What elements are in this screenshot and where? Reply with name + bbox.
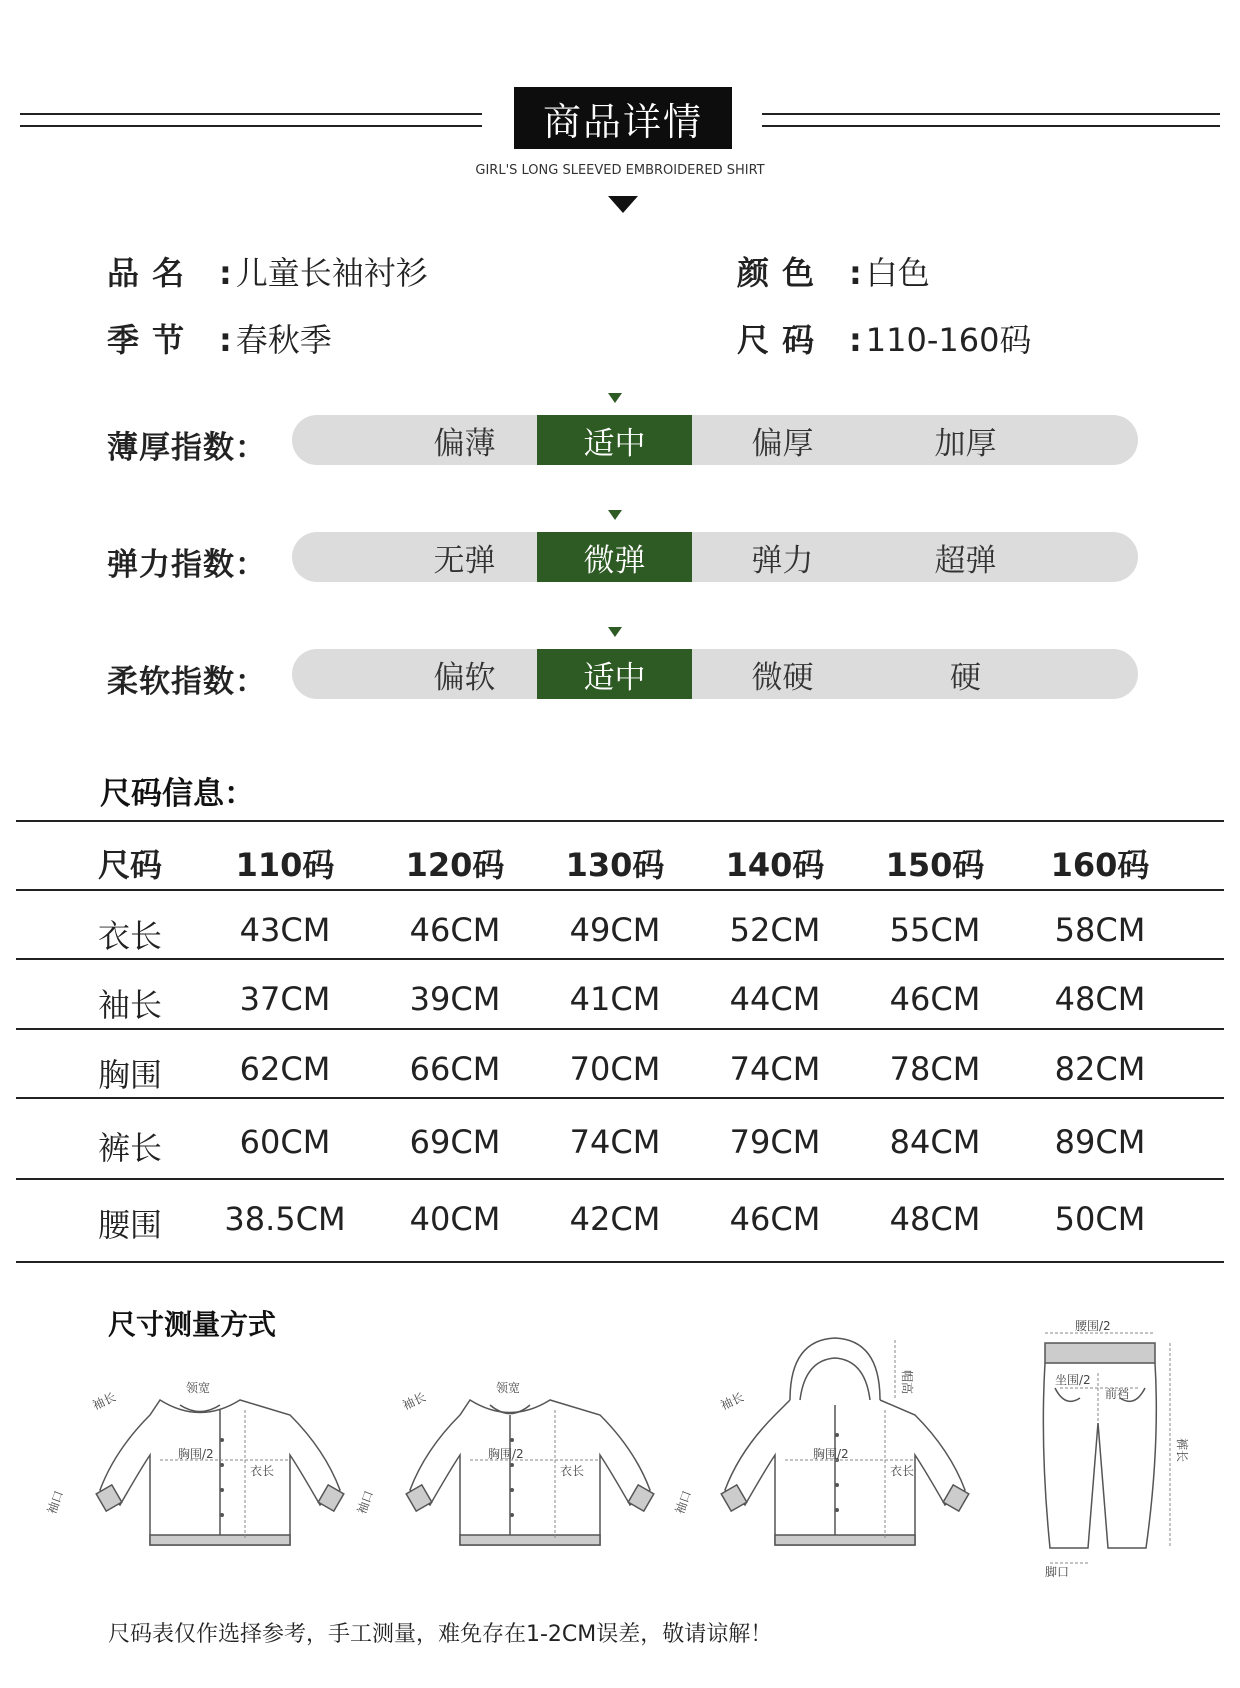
size-table-title: 尺码信息： bbox=[100, 776, 255, 812]
index-option: 偏薄 bbox=[433, 425, 496, 462]
table-cell: 60CM bbox=[239, 1123, 331, 1161]
table-cell: 66CM bbox=[409, 1050, 501, 1088]
product-season-row bbox=[107, 315, 332, 361]
index-option: 偏软 bbox=[433, 659, 496, 696]
table-cell: 50CM bbox=[1054, 1200, 1146, 1238]
table-cell: 46CM bbox=[729, 1200, 821, 1238]
product-size-row bbox=[737, 315, 1032, 361]
index-option: 无弹 bbox=[433, 542, 496, 579]
table-cell: 82CM bbox=[1054, 1050, 1146, 1088]
table-row-label: 衣长 bbox=[98, 917, 163, 955]
product-name-label: 品 名 bbox=[107, 254, 186, 292]
table-divider bbox=[16, 1261, 1224, 1263]
table-cell: 89CM bbox=[1054, 1123, 1146, 1161]
table-cell: 79CM bbox=[729, 1123, 821, 1161]
hoodie-diagram bbox=[672, 1330, 995, 1560]
header-divider-right bbox=[762, 113, 1220, 127]
product-season-value: 春秋季 bbox=[235, 321, 332, 359]
table-cell: 70CM bbox=[569, 1050, 661, 1088]
table-cell: 52CM bbox=[729, 911, 821, 949]
label-sleeve: 袖长 bbox=[90, 1389, 119, 1413]
table-cell: 41CM bbox=[569, 980, 661, 1018]
selected-marker-icon bbox=[608, 627, 622, 637]
index-option: 超弹 bbox=[934, 542, 997, 579]
index-option: 硬 bbox=[950, 659, 981, 696]
label-hip: 坐围/2 bbox=[1055, 1373, 1091, 1387]
header-divider-left bbox=[20, 113, 482, 127]
product-name-row bbox=[107, 248, 428, 294]
label-collar: 领宽 bbox=[496, 1381, 521, 1395]
table-divider bbox=[16, 1178, 1224, 1180]
label-length: 衣长 bbox=[890, 1464, 915, 1478]
table-cell: 43CM bbox=[239, 911, 331, 949]
index-option: 微硬 bbox=[751, 659, 814, 696]
table-cell: 39CM bbox=[409, 980, 501, 1018]
table-header-cell: 150码 bbox=[885, 846, 985, 884]
table-cell: 37CM bbox=[239, 980, 331, 1018]
table-cell: 42CM bbox=[569, 1200, 661, 1238]
table-cell: 55CM bbox=[889, 911, 981, 949]
table-row-label: 袖长 bbox=[98, 986, 163, 1024]
table-header-cell: 160码 bbox=[1050, 846, 1150, 884]
table-divider bbox=[16, 889, 1224, 891]
index-option: 微弹 bbox=[537, 532, 692, 582]
table-cell: 46CM bbox=[889, 980, 981, 1018]
label-hood: 帽高 bbox=[900, 1370, 914, 1395]
label-front-rise: 前裆 bbox=[1105, 1387, 1130, 1401]
table-cell: 74CM bbox=[729, 1050, 821, 1088]
table-cell: 84CM bbox=[889, 1123, 981, 1161]
table-header-cell: 110码 bbox=[235, 846, 335, 884]
table-cell: 69CM bbox=[409, 1123, 501, 1161]
product-color-value: 白色 bbox=[865, 254, 930, 292]
index-bar bbox=[292, 532, 1138, 582]
table-divider bbox=[16, 1028, 1224, 1030]
index-option: 偏厚 bbox=[751, 425, 814, 462]
table-row-label: 胸围 bbox=[98, 1056, 163, 1094]
table-cell: 74CM bbox=[569, 1123, 661, 1161]
product-color-label: 颜 色 bbox=[737, 254, 816, 292]
table-cell: 78CM bbox=[889, 1050, 981, 1088]
table-cell: 58CM bbox=[1054, 911, 1146, 949]
label-pants-length: 裤长 bbox=[1175, 1438, 1189, 1463]
product-name-value: 儿童长袖衬衫 bbox=[235, 254, 428, 292]
measure-title: 尺寸测量方式 bbox=[108, 1308, 277, 1341]
label-hem: 脚口 bbox=[1045, 1565, 1070, 1579]
down-arrow-icon bbox=[608, 196, 638, 213]
label-cuff: 袖口 bbox=[354, 1488, 377, 1517]
selected-marker-icon bbox=[608, 510, 622, 520]
table-cell: 62CM bbox=[239, 1050, 331, 1088]
table-cell: 48CM bbox=[1054, 980, 1146, 1018]
label-length: 衣长 bbox=[250, 1464, 275, 1478]
table-cell: 38.5CM bbox=[224, 1200, 346, 1238]
label-sleeve: 袖长 bbox=[718, 1389, 747, 1413]
table-cell: 49CM bbox=[569, 911, 661, 949]
colon: : bbox=[849, 321, 862, 359]
index-option: 适中 bbox=[537, 649, 692, 699]
table-row-label: 腰围 bbox=[98, 1206, 163, 1244]
index-option: 加厚 bbox=[934, 425, 997, 462]
table-cell: 44CM bbox=[729, 980, 821, 1018]
page-subtitle: GIRL'S LONG SLEEVED EMBROIDERED SHIRT bbox=[475, 163, 765, 178]
label-waist: 腰围/2 bbox=[1075, 1319, 1111, 1333]
pants-diagram bbox=[1010, 1318, 1190, 1580]
index-option: 适中 bbox=[537, 415, 692, 465]
label-cuff: 袖口 bbox=[672, 1488, 695, 1517]
table-divider bbox=[16, 1097, 1224, 1099]
label-length: 衣长 bbox=[560, 1464, 585, 1478]
table-cell: 40CM bbox=[409, 1200, 501, 1238]
label-collar: 领宽 bbox=[186, 1381, 211, 1395]
jacket-diagram-2 bbox=[354, 1370, 660, 1560]
colon: : bbox=[219, 254, 232, 292]
index-bar bbox=[292, 649, 1138, 699]
table-header-cell: 120码 bbox=[405, 846, 505, 884]
product-season-label: 季 节 bbox=[107, 321, 186, 359]
label-chest: 胸围/2 bbox=[488, 1447, 524, 1461]
table-row-label: 裤长 bbox=[98, 1129, 163, 1167]
disclaimer-note: 尺码表仅作选择参考，手工测量，难免存在1-2CM误差，敬请谅解！ bbox=[108, 1622, 773, 1647]
colon: : bbox=[849, 254, 862, 292]
label-chest: 胸围/2 bbox=[813, 1447, 849, 1461]
index-label: 薄厚指数： bbox=[107, 430, 267, 466]
index-option: 弹力 bbox=[751, 542, 814, 579]
label-sleeve: 袖长 bbox=[400, 1389, 429, 1413]
colon: : bbox=[219, 321, 232, 359]
index-label: 弹力指数： bbox=[107, 547, 267, 583]
product-size-value: 110-160码 bbox=[865, 321, 1032, 359]
table-cell: 48CM bbox=[889, 1200, 981, 1238]
table-header-cell: 尺码 bbox=[98, 846, 163, 884]
product-size-label: 尺 码 bbox=[737, 321, 816, 359]
table-header-cell: 140码 bbox=[725, 846, 825, 884]
product-color-row bbox=[737, 248, 930, 294]
label-cuff: 袖口 bbox=[44, 1488, 67, 1517]
index-label: 柔软指数： bbox=[107, 664, 267, 700]
table-divider bbox=[16, 820, 1224, 822]
page-title: 商品详情 bbox=[514, 87, 732, 149]
jacket-diagram-1 bbox=[44, 1370, 350, 1560]
label-chest: 胸围/2 bbox=[178, 1447, 214, 1461]
index-bar bbox=[292, 415, 1138, 465]
table-divider bbox=[16, 958, 1224, 960]
selected-marker-icon bbox=[608, 393, 622, 403]
table-header-cell: 130码 bbox=[565, 846, 665, 884]
table-cell: 46CM bbox=[409, 911, 501, 949]
